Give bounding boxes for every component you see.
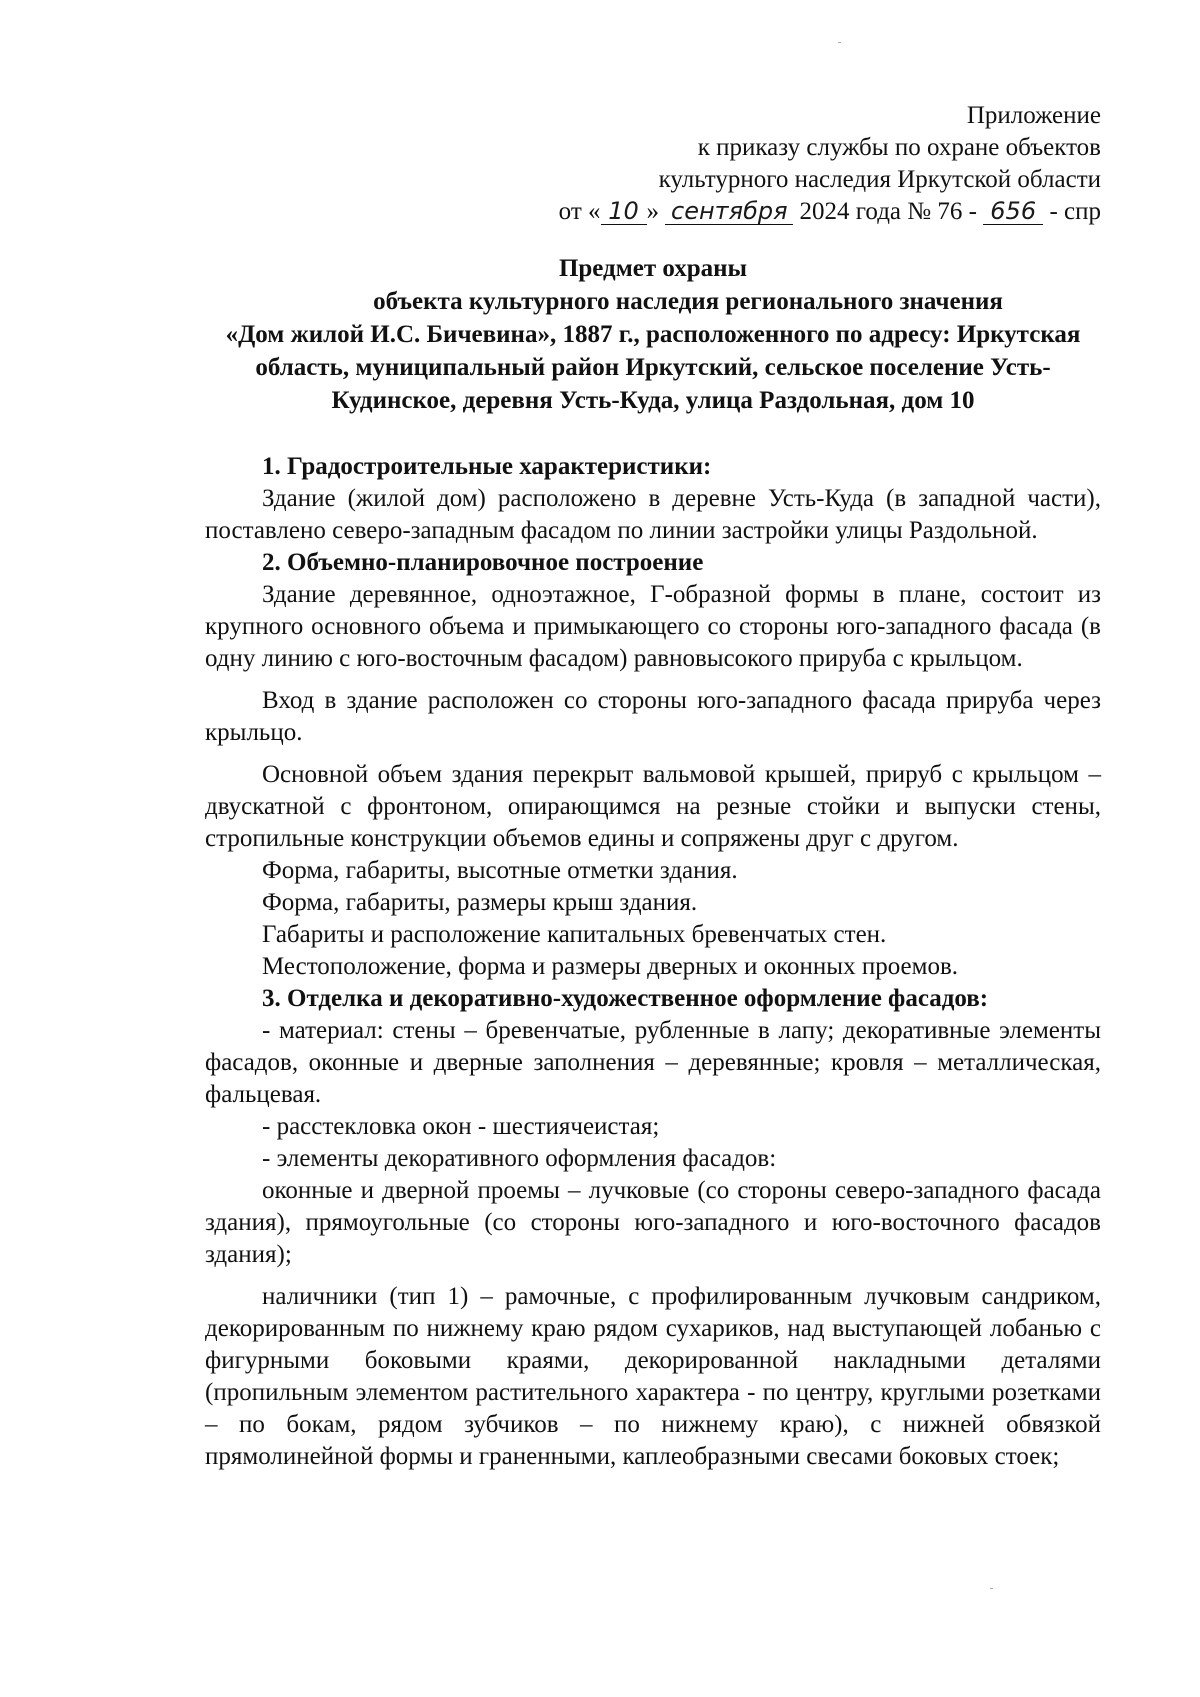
section-3-paragraph-4: оконные и дверной проемы – лучковые (со стороны северо-западного фасада здания), прямоугольные (со стороны юго-западного и юго-восточного фасадов здания); (205, 1177, 1101, 1268)
section-2-paragraph-2: Вход в здание расположен со стороны юго-западного фасада прируба через крыльцо. (205, 687, 1101, 746)
title-line-2: объекта культурного наследия регионального значения (373, 288, 1003, 315)
appendix-header (205, 100, 1101, 228)
section-2-paragraph-6: Габариты и расположение капитальных бревенчатых стен. (262, 921, 887, 948)
title-line-1: Предмет охраны (558, 255, 748, 282)
title-address: «Дом жилой И.С. Бичевина», 1887 г., расположенного по адресу: Иркутская область, муниципальный район Иркутский, сельское поселение Усть-Кудинское, деревня Усть-Куда, улица Раздольная, дом 10 (225, 321, 1081, 414)
section-2-heading: 2. Объемно-планировочное построение (262, 549, 704, 576)
date-suffix: 2024 года № 76 - (799, 198, 977, 225)
section-3-paragraph-3: - элементы декоративного оформления фасадов: (262, 1145, 777, 1172)
section-2-paragraph-7: Местоположение, форма и размеры дверных и оконных проемов. (262, 953, 958, 980)
section-3-paragraph-2: - расстекловка окон - шестиячеистая; (262, 1113, 660, 1140)
section-3-heading: 3. Отделка и декоративно-художественное оформление фасадов: (262, 985, 989, 1012)
appendix-line-3: культурного наследия Иркутской области (658, 166, 1101, 193)
scan-speck (990, 1588, 993, 1589)
scan-speck (838, 42, 841, 43)
appendix-line-2: к приказу службы по охране объектов (697, 134, 1101, 161)
order-date-line (205, 196, 1101, 228)
handwritten-month: сентября (665, 198, 793, 225)
section-1-heading: 1. Градостроительные характеристики: (262, 453, 712, 480)
date-prefix: от « (558, 198, 601, 225)
appendix-line-1: Приложение (966, 102, 1101, 129)
order-number-suffix: - спр (1049, 198, 1101, 225)
section-1-paragraph: Здание (жилой дом) расположено в деревне Усть-Куда (в западной части), поставлено северо-западным фасадом по линии застройки улицы Раздольной. (205, 485, 1101, 544)
section-3-paragraph-5: наличники (тип 1) – рамочные, с профилированным лучковым сандриком, декорированным по нижнему краю рядом сухариков, над выступающей лобанью с фигурными боковыми краями, декорированной накладными деталями (пропильным элементом растительного характера - по центру, круглыми розетками – по бокам, рядом зубчиков – по нижнему краю), с нижней обвязкой прямолинейной формы и граненными, каплеобразными свесами боковых стоек; (205, 1283, 1101, 1470)
section-3-paragraph-1: - материал: стены – бревенчатые, рубленные в лапу; декоративные элементы фасадов, оконные и дверные заполнения – деревянные; кровля – металлическая, фальцевая. (205, 1017, 1101, 1108)
section-2-paragraph-3: Основной объем здания перекрыт вальмовой крышей, прируб с крыльцом – двускатной с фронтоном, опирающимся на резные стойки и выпуски стены, стропильные конструкции объемов едины и сопряжены друг с другом. (205, 761, 1101, 852)
section-2-paragraph-5: Форма, габариты, размеры крыш здания. (262, 889, 698, 916)
handwritten-day: 10 (601, 198, 647, 225)
document-body (205, 451, 1101, 1473)
section-2-paragraph-4: Форма, габариты, высотные отметки здания. (262, 857, 738, 884)
date-mid: » (646, 198, 660, 225)
document-title (205, 252, 1101, 417)
section-2-paragraph-1: Здание деревянное, одноэтажное, Г-образной формы в плане, состоит из крупного основного объема и примыкающего со стороны юго-западного фасада (в одну линию с юго-восточным фасадом) равновысокого прируба с крыльцом. (205, 581, 1101, 672)
handwritten-order-number: 656 (983, 198, 1043, 225)
